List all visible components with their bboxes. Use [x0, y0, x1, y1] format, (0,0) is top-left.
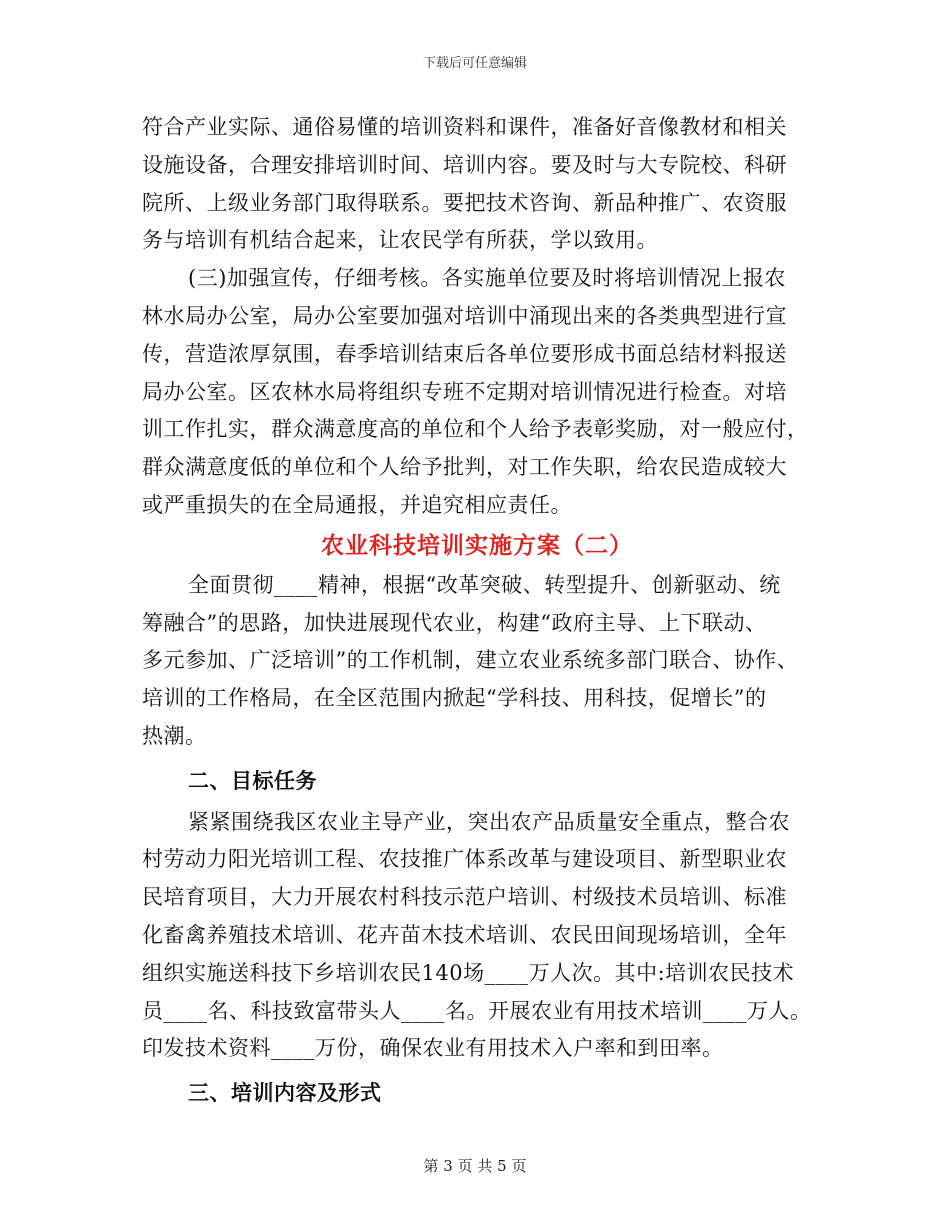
document-title: 农业科技培训实施方案（二）: [321, 531, 633, 559]
paragraph-continued: [142, 109, 812, 260]
text-line: 印发技术资料____万份，确保农业有用技术入户率和到田率。: [142, 1036, 724, 1061]
text-line: 热潮。: [142, 723, 207, 748]
text-line: 村劳动力阳光培训工程、农技推广体系改革与建设项目、新型职业农: [142, 847, 787, 872]
text-line: (三)加强宣传，仔细考核。各实施单位要及时将培训情况上报农: [188, 266, 786, 291]
text-line: 员____名、科技致富带头人____名。开展农业有用技术培训____万人。: [142, 998, 812, 1023]
section-heading-goals: 二、目标任务: [188, 767, 317, 793]
text-line: 务与培训有机结合起来，让农民学有所获，学以致用。: [142, 228, 658, 253]
text-line: 化畜禽养殖技术培训、花卉苗木技术培训、农民田间现场培训，全年: [142, 922, 787, 947]
text-line: 局办公室。区农林水局将组织专班不定期对培训情况进行检查。对培: [142, 379, 787, 404]
text-line: 民培育项目，大力开展农村科技示范户培训、村级技术员培训、标准: [142, 885, 787, 910]
text-line: 林水局办公室，局办公室要加强对培训中涌现出来的各类典型进行宣: [142, 303, 787, 328]
text-line: 符合产业实际、通俗易懂的培训资料和课件，准备好音像教材和相关: [142, 115, 787, 139]
text-line: 筹融合”的思路，加快进展现代农业，构建“政府主导、上下联动、: [142, 610, 767, 635]
text-line: 传，营造浓厚氛围，春季培训结束后各单位要形成书面总结材料报送: [142, 341, 787, 366]
text-line: 多元参加、广泛培训”的工作机制，建立农业系统多部门联合、协作、: [142, 648, 799, 673]
text-line: 设施设备，合理安排培训时间、培训内容。要及时与大专院校、科研: [142, 152, 787, 177]
text-line: 群众满意度低的单位和个人给予批判，对工作失职，给农民造成较大: [142, 455, 787, 480]
text-line: 全面贯彻____精神，根据“改革突破、转型提升、创新驱动、统: [188, 572, 781, 597]
text-line: 训工作扎实，群众满意度高的单位和个人给予表彰奖励，对一般应付，: [142, 417, 809, 442]
paragraph-guiding: [142, 567, 812, 756]
text-line: 培训的工作格局，在全区范围内掀起“学科技、用科技，促增长”的: [142, 686, 767, 711]
paragraph-publicity: [142, 260, 812, 525]
document-body: [142, 109, 812, 1116]
text-line: 紧紧围绕我区农业主导产业，突出农产品质量安全重点，整合农: [188, 809, 790, 834]
text-line: 院所、上级业务部门取得联系。要把技术咨询、新品种推广、农资服: [142, 190, 787, 215]
text-line: 组织实施送科技下乡培训农民140场____万人次。其中:培训农民技术: [142, 960, 795, 985]
header-note: 下载后可任意编辑: [422, 56, 527, 71]
paragraph-goals: [142, 804, 812, 1069]
page-number: 第 3 页 共 5 页: [423, 1157, 527, 1175]
text-line: 或严重损失的在全局通报，并追究相应责任。: [142, 492, 572, 517]
section-heading-content: 三、培训内容及形式: [188, 1080, 382, 1106]
